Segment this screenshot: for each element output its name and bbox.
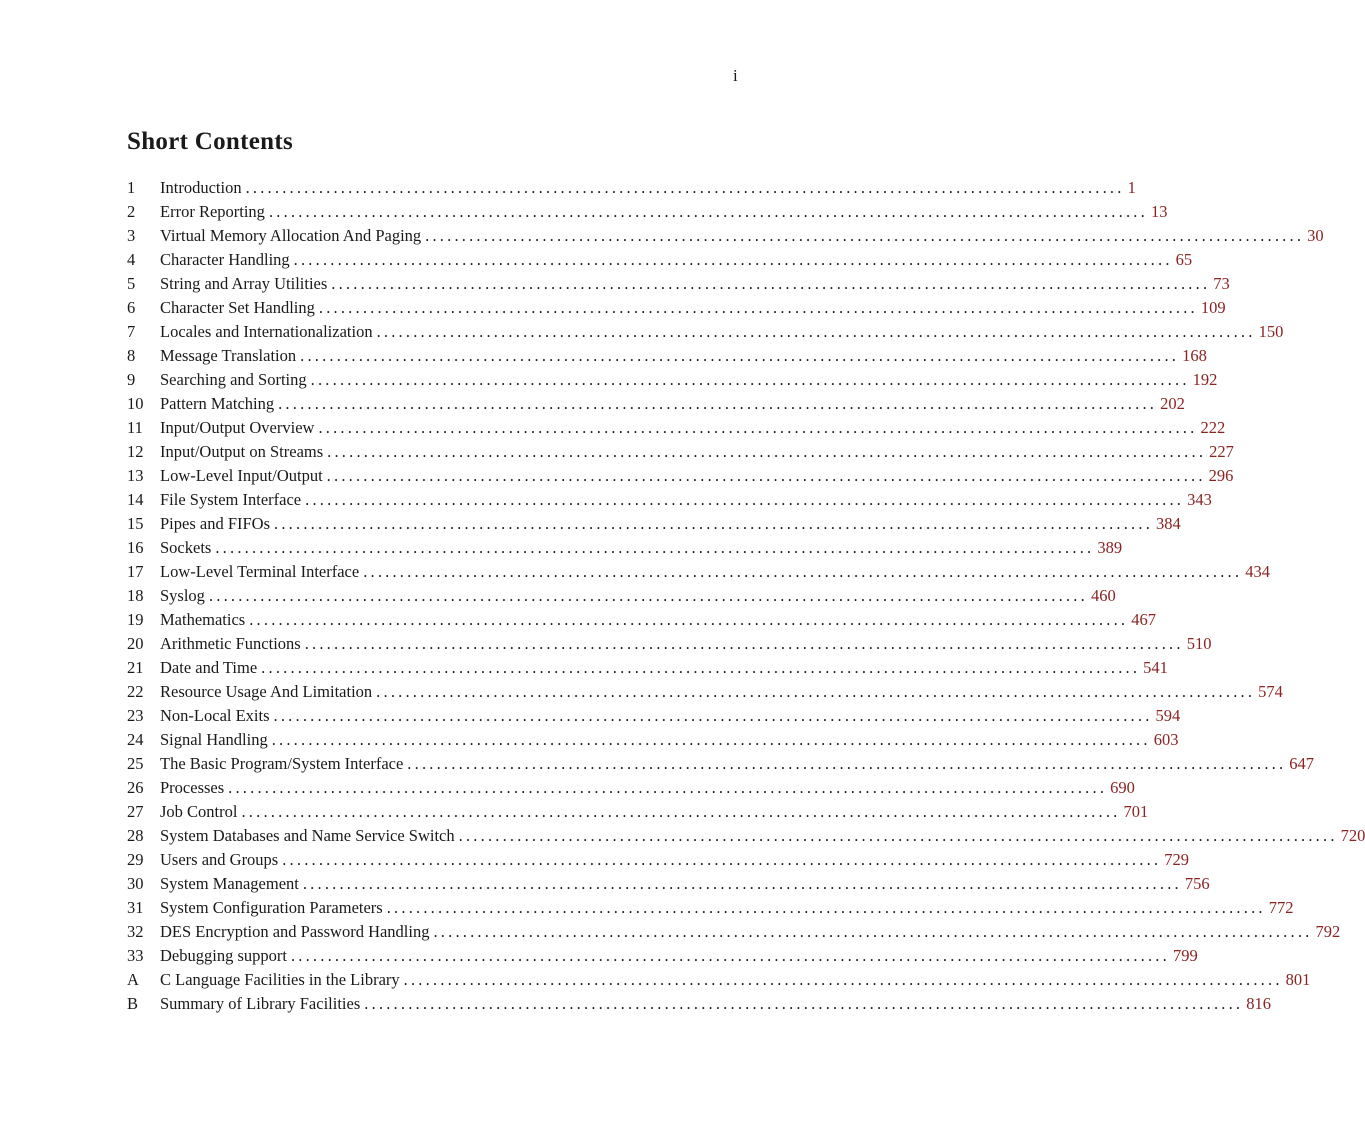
toc-entry-page[interactable]: 109 <box>1200 298 1226 317</box>
toc-entry-page[interactable]: 729 <box>1164 850 1189 869</box>
toc-dot-leader: ........................................................................................................................ <box>403 970 1283 989</box>
toc-entry <box>127 248 1193 272</box>
toc-entry <box>127 944 1198 968</box>
toc-entry-page[interactable]: 701 <box>1123 802 1149 821</box>
toc-entry-title: Pattern Matching <box>160 394 275 413</box>
toc-entry-page[interactable]: 647 <box>1289 754 1315 773</box>
toc-entry-page[interactable]: 150 <box>1258 322 1284 341</box>
toc-entry-title: Introduction <box>160 178 242 197</box>
toc-entry-page[interactable]: 30 <box>1307 226 1324 245</box>
toc-dot-leader: ........................................................................................................................ <box>215 538 1095 557</box>
toc-entry-title: Debugging support <box>160 946 287 965</box>
toc-entry-link[interactable] <box>160 920 1341 944</box>
toc-dot-leader: ........................................................................................................................ <box>208 586 1088 605</box>
toc-entry-link[interactable] <box>160 464 1234 488</box>
toc-entry-number: 21 <box>127 658 144 677</box>
toc-entry-number: 14 <box>127 490 144 509</box>
toc-entry-page[interactable]: 720 <box>1340 826 1365 845</box>
toc-entry-link[interactable] <box>160 608 1156 632</box>
toc-entry <box>127 224 1324 248</box>
toc-entry-title: Signal Handling <box>160 730 268 749</box>
toc-entry-link[interactable] <box>160 800 1149 824</box>
toc-entry-number: 26 <box>127 778 144 797</box>
toc-entry-number: 16 <box>127 538 144 557</box>
toc-dot-leader: ........................................................................................................................ <box>407 754 1287 773</box>
toc-entry-title: System Configuration Parameters <box>160 898 383 917</box>
toc-dot-leader: ........................................................................................................................ <box>305 490 1185 509</box>
toc-entry-link[interactable] <box>160 872 1210 896</box>
toc-entry-page[interactable]: 296 <box>1208 466 1234 485</box>
toc-entry <box>127 368 1218 392</box>
toc-entry <box>127 344 1207 368</box>
toc-entry-number: 7 <box>127 322 136 341</box>
toc-entry-title: Input/Output Overview <box>160 418 315 437</box>
toc-entry-title: Error Reporting <box>160 202 265 221</box>
toc-entry-number: 12 <box>127 442 144 461</box>
toc-entry-page[interactable]: 541 <box>1143 658 1168 677</box>
toc-dot-leader: ........................................................................................................................ <box>245 178 1125 197</box>
toc-entry-title: Users and Groups <box>160 850 279 869</box>
toc-entry <box>127 488 1212 512</box>
toc-entry-title: File System Interface <box>160 490 302 509</box>
toc-dot-leader: ........................................................................................................................ <box>310 370 1190 389</box>
toc-entry-link[interactable] <box>160 776 1135 800</box>
toc-entry-number: 11 <box>127 418 143 437</box>
toc-entry-title: Mathematics <box>160 610 246 629</box>
toc-entry-title: Non-Local Exits <box>160 706 270 725</box>
toc-entry-number: 3 <box>127 226 136 245</box>
toc-dot-leader: ........................................................................................................................ <box>293 250 1173 269</box>
toc-dot-leader: ........................................................................................................................ <box>274 514 1154 533</box>
toc-entry-number: 4 <box>127 250 136 269</box>
toc-entry-title: The Basic Program/System Interface <box>160 754 404 773</box>
toc-entry-number: 10 <box>127 394 144 413</box>
toc-dot-leader: ........................................................................................................................ <box>290 946 1170 965</box>
toc-entry-title: Pipes and FIFOs <box>160 514 271 533</box>
toc-entry-number: 28 <box>127 826 144 845</box>
toc-entry-page[interactable]: 603 <box>1153 730 1179 749</box>
toc-entry <box>127 416 1226 440</box>
toc-entry <box>127 992 1271 1016</box>
toc-entry-link[interactable] <box>160 728 1179 752</box>
toc-entry-link[interactable] <box>160 752 1315 776</box>
toc-dot-leader: ........................................................................................................................ <box>386 898 1266 917</box>
toc-entry-page[interactable]: 192 <box>1192 370 1218 389</box>
toc-entry-number: 22 <box>127 682 144 701</box>
toc-entry-page[interactable]: 389 <box>1097 538 1123 557</box>
toc-entry <box>127 680 1283 704</box>
toc-entry-number: 31 <box>127 898 144 917</box>
toc-entry-title: Arithmetic Functions <box>160 634 301 653</box>
toc-dot-leader: ........................................................................................................................ <box>326 466 1206 485</box>
toc-dot-leader: ........................................................................................................................ <box>271 730 1151 749</box>
toc-entry <box>127 536 1123 560</box>
toc-dot-leader: ........................................................................................................................ <box>300 346 1180 365</box>
toc-entry <box>127 704 1181 728</box>
toc-entry-number: 23 <box>127 706 144 725</box>
toc-entry-link[interactable] <box>160 224 1324 248</box>
toc-entry-title: Low-Level Input/Output <box>160 466 323 485</box>
toc-entry <box>127 800 1149 824</box>
toc-entry <box>127 752 1315 776</box>
toc-entry-page[interactable]: 202 <box>1160 394 1185 413</box>
toc-entry <box>127 896 1294 920</box>
toc-entry-title: Message Translation <box>160 346 297 365</box>
toc-entry-number: 27 <box>127 802 144 821</box>
toc-entry <box>127 440 1234 464</box>
toc-entry-title: Resource Usage And Limitation <box>160 682 373 701</box>
short-contents-list <box>127 176 1365 1016</box>
toc-entry <box>127 608 1156 632</box>
toc-entry-page[interactable]: 73 <box>1213 274 1230 293</box>
toc-entry-title: Summary of Library Facilities <box>160 994 361 1013</box>
toc-entry-link[interactable] <box>160 968 1311 992</box>
toc-entry-number: 20 <box>127 634 144 653</box>
toc-dot-leader: ........................................................................................................................ <box>249 610 1129 629</box>
toc-entry <box>127 776 1135 800</box>
toc-dot-leader: ........................................................................................................................ <box>261 658 1141 677</box>
toc-entry-page[interactable]: 168 <box>1182 346 1207 365</box>
toc-entry-link[interactable] <box>160 848 1189 872</box>
toc-dot-leader: ........................................................................................................................ <box>241 802 1121 821</box>
toc-entry-link[interactable] <box>160 272 1230 296</box>
toc-entry-page[interactable]: 434 <box>1245 562 1270 581</box>
toc-entry-link[interactable] <box>160 656 1168 680</box>
toc-entry <box>127 320 1284 344</box>
toc-entry-page[interactable]: 460 <box>1090 586 1116 605</box>
toc-entry-title: DES Encryption and Password Handling <box>160 922 430 941</box>
toc-entry-title: Job Control <box>160 802 238 821</box>
toc-dot-leader: ........................................................................................................................ <box>268 202 1148 221</box>
toc-entry-page[interactable]: 792 <box>1315 922 1341 941</box>
toc-dot-leader: ........................................................................................................................ <box>376 682 1256 701</box>
toc-entry-page[interactable]: 510 <box>1186 634 1212 653</box>
toc-entry-title: System Databases and Name Service Switch <box>160 826 455 845</box>
toc-dot-leader: ........................................................................................................................ <box>273 706 1153 725</box>
toc-entry <box>127 512 1181 536</box>
toc-entry-link[interactable] <box>160 440 1234 464</box>
toc-entry-link[interactable] <box>160 488 1212 512</box>
toc-entry-link[interactable] <box>160 296 1226 320</box>
toc-entry-page[interactable]: 594 <box>1155 706 1181 725</box>
toc-entry-title: Sockets <box>160 538 212 557</box>
toc-entry-link[interactable] <box>160 176 1136 200</box>
toc-entry-link[interactable] <box>160 704 1181 728</box>
toc-entry-number: 24 <box>127 730 144 749</box>
toc-entry-page[interactable]: 799 <box>1172 946 1198 965</box>
toc-entry-link[interactable] <box>160 584 1116 608</box>
toc-entry-title: Virtual Memory Allocation And Paging <box>160 226 422 245</box>
toc-entry-link[interactable] <box>160 536 1123 560</box>
toc-entry-number: 9 <box>127 370 136 389</box>
toc-entry-link[interactable] <box>160 632 1212 656</box>
toc-entry-number: 6 <box>127 298 136 317</box>
toc-entry-number: 30 <box>127 874 144 893</box>
toc-entry-page[interactable]: 801 <box>1285 970 1311 989</box>
toc-entry-link[interactable] <box>160 344 1207 368</box>
toc-entry <box>127 656 1168 680</box>
toc-entry-link[interactable] <box>160 992 1271 1016</box>
page-number: i <box>733 66 738 85</box>
toc-entry <box>127 560 1270 584</box>
toc-entry-number: 18 <box>127 586 144 605</box>
toc-entry-title: Character Set Handling <box>160 298 315 317</box>
toc-entry-link[interactable] <box>160 200 1168 224</box>
toc-entry-number: B <box>127 994 139 1013</box>
toc-entry-number: 1 <box>127 178 136 197</box>
toc-entry-link[interactable] <box>160 896 1294 920</box>
toc-entry-page[interactable]: 384 <box>1156 514 1181 533</box>
toc-entry-link[interactable] <box>160 824 1365 848</box>
toc-entry <box>127 872 1210 896</box>
toc-dot-leader: ........................................................................................................................ <box>318 298 1198 317</box>
toc-entry-title: Locales and Internationalization <box>160 322 373 341</box>
toc-entry-number: 25 <box>127 754 144 773</box>
toc-entry <box>127 392 1185 416</box>
toc-entry-link[interactable] <box>160 512 1181 536</box>
toc-entry-page[interactable]: 1 <box>1127 178 1136 197</box>
toc-entry-page[interactable]: 574 <box>1258 682 1283 701</box>
toc-entry-number: 8 <box>127 346 136 365</box>
toc-entry-link[interactable] <box>160 320 1284 344</box>
toc-dot-leader: ........................................................................................................................ <box>364 994 1244 1013</box>
toc-entry <box>127 824 1365 848</box>
toc-entry-page[interactable]: 467 <box>1131 610 1156 629</box>
toc-entry-number: 15 <box>127 514 144 533</box>
toc-entry <box>127 920 1341 944</box>
toc-entry-number: 19 <box>127 610 144 629</box>
toc-entry-page[interactable]: 65 <box>1175 250 1193 269</box>
toc-dot-leader: ........................................................................................................................ <box>282 850 1162 869</box>
toc-dot-leader: ........................................................................................................................ <box>331 274 1211 293</box>
toc-dot-leader: ........................................................................................................................ <box>433 922 1313 941</box>
toc-entry-page[interactable]: 222 <box>1200 418 1226 437</box>
toc-entry-title: String and Array Utilities <box>160 274 328 293</box>
toc-dot-leader: ........................................................................................................................ <box>318 418 1198 437</box>
toc-entry-number: 17 <box>127 562 144 581</box>
toc-entry-number: 5 <box>127 274 136 293</box>
toc-entry-title: C Language Facilities in the Library <box>160 970 400 989</box>
toc-entry-title: Date and Time <box>160 658 258 677</box>
toc-entry <box>127 200 1168 224</box>
toc-entry-link[interactable] <box>160 368 1218 392</box>
toc-entry-page[interactable]: 772 <box>1268 898 1294 917</box>
toc-dot-leader: ........................................................................................................................ <box>327 442 1207 461</box>
toc-dot-leader: ........................................................................................................................ <box>278 394 1158 413</box>
toc-entry <box>127 848 1189 872</box>
toc-entry-link[interactable] <box>160 680 1283 704</box>
toc-entry <box>127 272 1230 296</box>
toc-entry-link[interactable] <box>160 560 1270 584</box>
toc-dot-leader: ........................................................................................................................ <box>425 226 1305 245</box>
page-title: Short Contents <box>127 128 294 155</box>
toc-entry-page[interactable]: 13 <box>1150 202 1168 221</box>
toc-entry-link[interactable] <box>160 392 1185 416</box>
toc-entry-title: Syslog <box>160 586 205 605</box>
toc-entry <box>127 584 1116 608</box>
toc-entry-page[interactable]: 227 <box>1209 442 1234 461</box>
toc-entry <box>127 968 1311 992</box>
toc-entry-title: Low-Level Terminal Interface <box>160 562 360 581</box>
toc-entry-link[interactable] <box>160 416 1226 440</box>
toc-dot-leader: ........................................................................................................................ <box>228 778 1108 797</box>
toc-entry <box>127 464 1234 488</box>
toc-dot-leader: ........................................................................................................................ <box>302 874 1182 893</box>
toc-dot-leader: ........................................................................................................................ <box>363 562 1243 581</box>
toc-entry-number: 13 <box>127 466 144 485</box>
toc-entry <box>127 632 1212 656</box>
toc-dot-leader: ........................................................................................................................ <box>458 826 1338 845</box>
toc-entry-number: A <box>127 970 139 989</box>
toc-entry-title: Processes <box>160 778 225 797</box>
toc-entry-link[interactable] <box>160 248 1193 272</box>
toc-entry-number: 2 <box>127 202 136 221</box>
toc-entry-number: 33 <box>127 946 144 965</box>
toc-entry-number: 29 <box>127 850 144 869</box>
toc-entry <box>127 176 1136 200</box>
toc-entry-page[interactable]: 756 <box>1184 874 1210 893</box>
toc-entry-link[interactable] <box>160 944 1198 968</box>
toc-entry-title: System Management <box>160 874 299 893</box>
toc-dot-leader: ........................................................................................................................ <box>376 322 1256 341</box>
toc-entry-title: Input/Output on Streams <box>160 442 324 461</box>
toc-entry-page[interactable]: 690 <box>1110 778 1135 797</box>
toc-entry-title: Character Handling <box>160 250 290 269</box>
toc-dot-leader: ........................................................................................................................ <box>304 634 1184 653</box>
toc-entry-page[interactable]: 343 <box>1187 490 1212 509</box>
toc-entry-page[interactable]: 816 <box>1246 994 1271 1013</box>
toc-entry-title: Searching and Sorting <box>160 370 307 389</box>
toc-entry <box>127 728 1179 752</box>
toc-entry-number: 32 <box>127 922 144 941</box>
toc-entry <box>127 296 1226 320</box>
